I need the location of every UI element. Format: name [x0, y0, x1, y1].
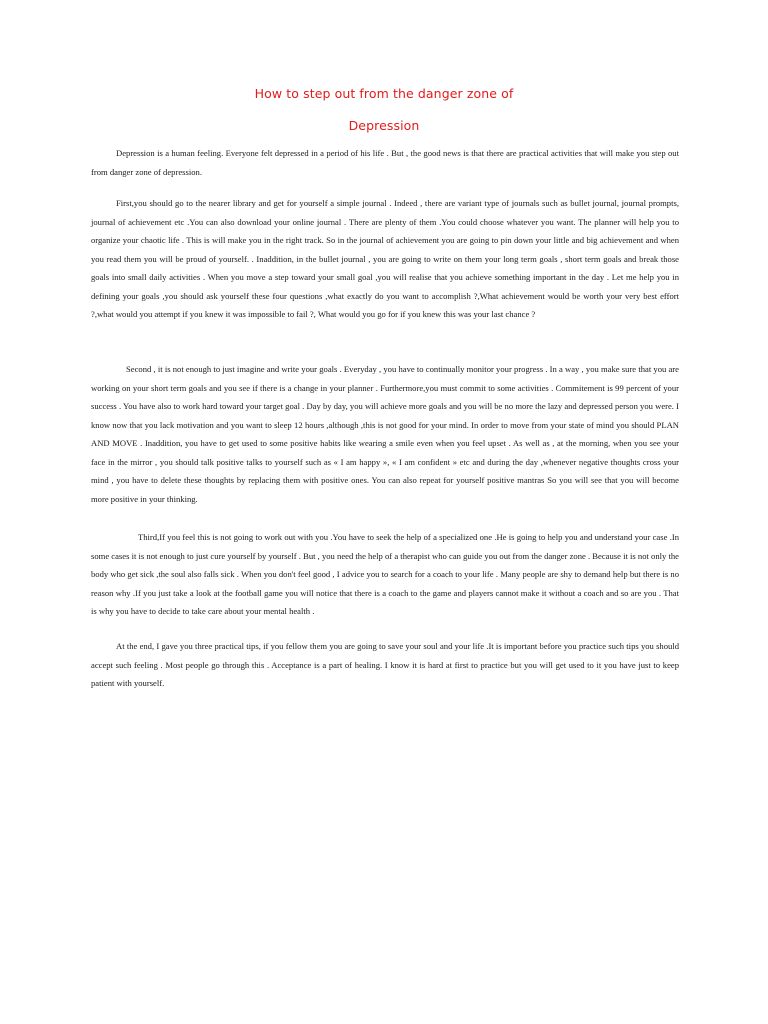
paragraph-second-tip: Second , it is not enough to just imagine and write your goals . Everyday , you have to continually monitor your progress . In a way , you make sure that you are working on your short term goals and you see if there is a change in your planner . Furthermore,you must commit to some activities . Commitement is 99 percent of your success . You have also to work hard toward your target goal . Day by day, you will achieve more goals and you will be no more the lazy and depressed person you were. I know now that you lack motivation and you want to sleep 12 hours ,although ,this is not good for your mind. In order to move from your state of mind you should PLAN AND MOVE . Inaddition, you have to get used to some positive habits like wearing a smile even when you feel upset . As well as , at the morning, when you see your face in the mirror , you should talk positive talks to yourself such as « I am happy », « I am confident » etc and during the day ,whenever negative thoughts cross your mind , you have to delete these thoughts by replacing them with positive ones. You can also repeat for yourself positive mantras So you will see that you will become more positive in your thinking.: [91, 364, 679, 504]
paragraph-first-tip: First,you should go to the nearer library and get for yourself a simple journal . Indeed , there are variant type of journals such as bullet journal, journal prompts, journal of achievement etc .You can also download your online journal . There are plenty of them .You could choose whatever you want. The planner will help you to organize your chaotic life . This is will make you in the right track. So in the journal of achievement you are going to pin down your little and big achievement and when you read them you will be proud of yourself. . Inaddition, in the bullet journal , you are going to write on them your long term goals , short term goals and break those goals into small daily activities . When you move a step toward your small goal ,you will realise that you achieve something important in the day . Let me help you in defining your goals ,you should ask yourself these four questions ,what exactly do you want to accomplish ?,What achievement would be worth your very best effort ?,what would you attempt if you knew it was impossible to fail ?, What would you go for if you knew this was your last chance ?: [91, 198, 679, 319]
paragraph-conclusion: At the end, I gave you three practical tips, if you fellow them you are going to save your soul and your life .It is important before you practice such tips you should accept such feeling . Most people go through this . Acceptance is a part of healing. I know it is hard at first to practice but you will get used to it you have just to keep patient with yourself.: [91, 641, 679, 688]
document-title-line-1: How to step out from the danger zone of: [254, 86, 514, 101]
paragraph-third-tip: Third,If you feel this is not going to work out with you .You have to seek the help of a specialized one .He is going to help you and understand your case .In some cases it is not enough to just cure yourself by yourself . But , you need the help of a therapist who can guide you out from the danger zone . Because it is not only the body who get sick ,the soul also falls sick . When you don't feel good , I advice you to search for a coach to your life . Many people are shy to demand help but there is no reason why .If you just take a look at the football game you will notice that there is a coach to the game and players cannot make it without a coach and so are you . That is why you have to decide to take care about your mental health .: [91, 532, 679, 616]
paragraph-intro: Depression is a human feeling. Everyone felt depressed in a period of his life . But , the good news is that there are practical activities that will make you step out from danger zone of depression.: [91, 148, 679, 177]
document-title-line-2: Depression: [348, 118, 420, 133]
